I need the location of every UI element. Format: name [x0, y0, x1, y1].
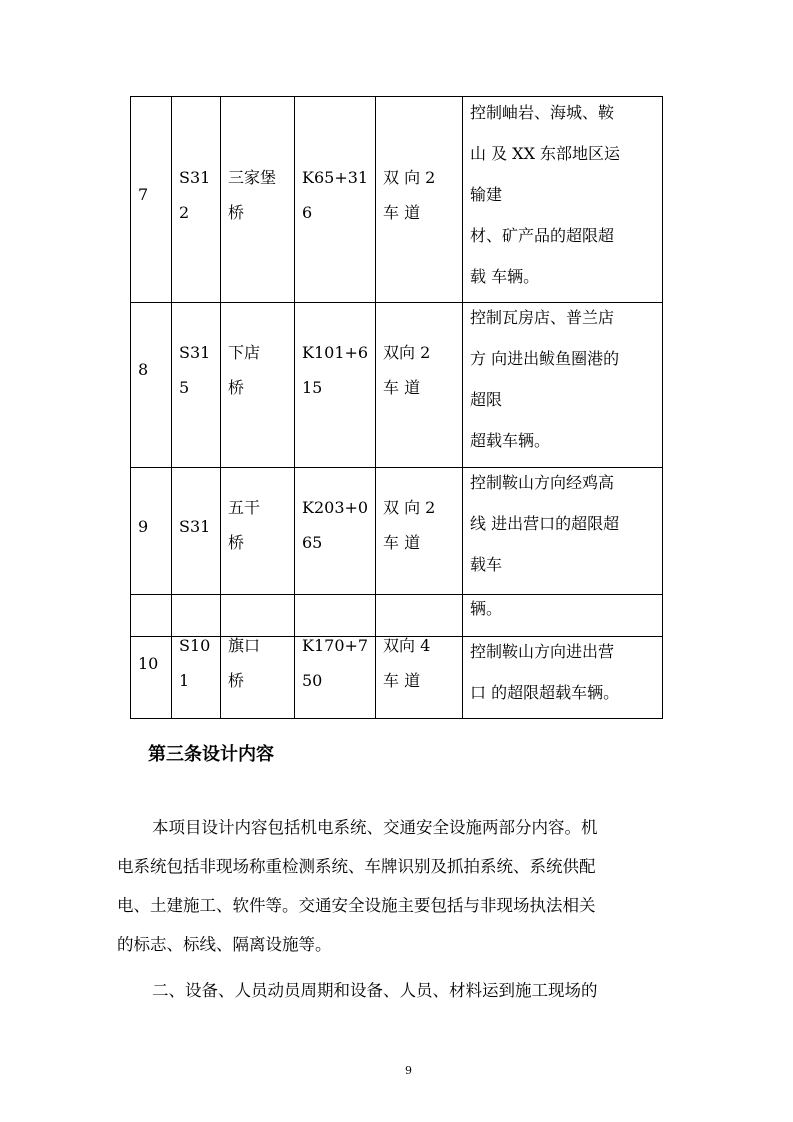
paragraph-line: 电系统包括非现场称重检测系统、车牌识别及抓拍系统、系统供配: [117, 857, 596, 876]
cell-line: 桥: [228, 671, 245, 690]
cell-line: 材、矿产品的超限超: [470, 226, 615, 245]
cell-line: 载车: [470, 555, 503, 574]
cell-line: S31: [179, 168, 211, 187]
cell-line: 8: [138, 360, 149, 379]
table-rule: [294, 96, 295, 718]
cell-line: 超载车辆。: [470, 431, 551, 450]
table-cell-road: [179, 160, 210, 230]
table-cell-desc: [470, 588, 502, 629]
table-cell-stake: [302, 628, 368, 698]
table-cell-lanes: [383, 490, 435, 560]
table-rule: [220, 96, 221, 718]
table-rule: [171, 96, 172, 718]
cell-line: 5: [179, 378, 190, 397]
cell-line: 旗口: [228, 636, 261, 655]
table-cell-desc: [470, 462, 619, 585]
table-rule: [130, 96, 131, 718]
cell-line: 双向 4: [383, 636, 431, 655]
cell-line: 双 向 2: [383, 498, 436, 517]
cell-line: K101+6: [302, 343, 369, 362]
table-cell-no: [138, 177, 148, 212]
table-cell-road: [179, 335, 210, 405]
table-rule: [130, 594, 663, 595]
cell-line: 6: [302, 203, 313, 222]
cell-line: 10: [138, 654, 159, 673]
table-cell-stake: [302, 160, 368, 230]
table-cell-stake: [302, 335, 368, 405]
cell-line: 双向 2: [383, 343, 431, 362]
cell-line: 车 道: [383, 378, 421, 397]
cell-line: 50: [302, 671, 323, 690]
cell-line: S31: [179, 517, 211, 536]
cell-line: 超限: [470, 390, 503, 409]
table-rule: [462, 96, 463, 718]
table-rule: [662, 96, 663, 718]
paragraph-line: 的标志、标线、隔离设施等。: [117, 935, 332, 954]
paragraph-line: 电、土建施工、软件等。交通安全设施主要包括与非现场执法相关: [117, 896, 596, 915]
cell-line: 2: [179, 203, 190, 222]
cell-line: K203+0: [302, 498, 369, 517]
paragraph-line: 本项目设计内容包括机电系统、交通安全设施两部分内容。机: [152, 818, 598, 837]
cell-line: 输建: [470, 185, 503, 204]
cell-line: 控制岫岩、海城、鞍: [470, 103, 615, 122]
table-cell-road: [179, 628, 210, 698]
cell-line: 控制鞍山方向经鸡高: [470, 473, 615, 492]
cell-line: 五干: [228, 498, 261, 517]
table-cell-lanes: [383, 628, 430, 698]
cell-line: 车 道: [383, 533, 421, 552]
table-rule: [375, 96, 376, 718]
page-number: 9: [405, 1064, 412, 1077]
table-cell-desc: [470, 92, 620, 297]
table-cell-no: [138, 509, 148, 544]
table-cell-desc: [470, 297, 619, 461]
cell-line: S10: [179, 636, 211, 655]
cell-line: K65+31: [302, 168, 369, 187]
paragraph-line: 二、设备、人员动员周期和设备、人员、材料运到施工现场的: [152, 981, 598, 1000]
table-cell-no: [138, 646, 158, 681]
cell-line: 15: [302, 378, 323, 397]
table-cell-lanes: [383, 335, 430, 405]
table-cell-name: [228, 160, 276, 230]
cell-line: 辆。: [470, 599, 503, 618]
cell-line: 桥: [228, 378, 245, 397]
cell-line: 下店: [228, 343, 261, 362]
cell-line: 三家堡: [228, 168, 277, 187]
cell-line: 1: [179, 671, 190, 690]
table-cell-no: [138, 352, 148, 387]
cell-line: 7: [138, 185, 149, 204]
section-heading: 第三条设计内容: [148, 744, 274, 765]
cell-line: S31: [179, 343, 211, 362]
cell-line: 方 向进出鲅鱼圈港的: [470, 349, 620, 368]
cell-line: 车 道: [383, 671, 421, 690]
cell-line: 控制鞍山方向进出营: [470, 642, 615, 661]
cell-line: 9: [138, 517, 149, 536]
cell-line: 桥: [228, 533, 245, 552]
cell-line: 车 道: [383, 203, 421, 222]
cell-line: 桥: [228, 203, 245, 222]
cell-line: 双 向 2: [383, 168, 436, 187]
cell-line: 口 的超限超载车辆。: [470, 683, 620, 702]
table-cell-name: [228, 335, 260, 405]
table-cell-name: [228, 490, 260, 560]
table-cell-lanes: [383, 160, 435, 230]
table-cell-road: [179, 509, 210, 544]
cell-line: 载 车辆。: [470, 267, 540, 286]
table-cell-name: [228, 628, 260, 698]
cell-line: K170+7: [302, 636, 369, 655]
table-cell-desc: [470, 631, 619, 713]
cell-line: 线 进出营口的超限超: [470, 514, 620, 533]
cell-line: 65: [302, 533, 323, 552]
table-cell-stake: [302, 490, 368, 560]
table-rule: [130, 718, 663, 719]
cell-line: 控制瓦房店、普兰店: [470, 308, 615, 327]
cell-line: 山 及 XX 东部地区运: [470, 144, 621, 163]
